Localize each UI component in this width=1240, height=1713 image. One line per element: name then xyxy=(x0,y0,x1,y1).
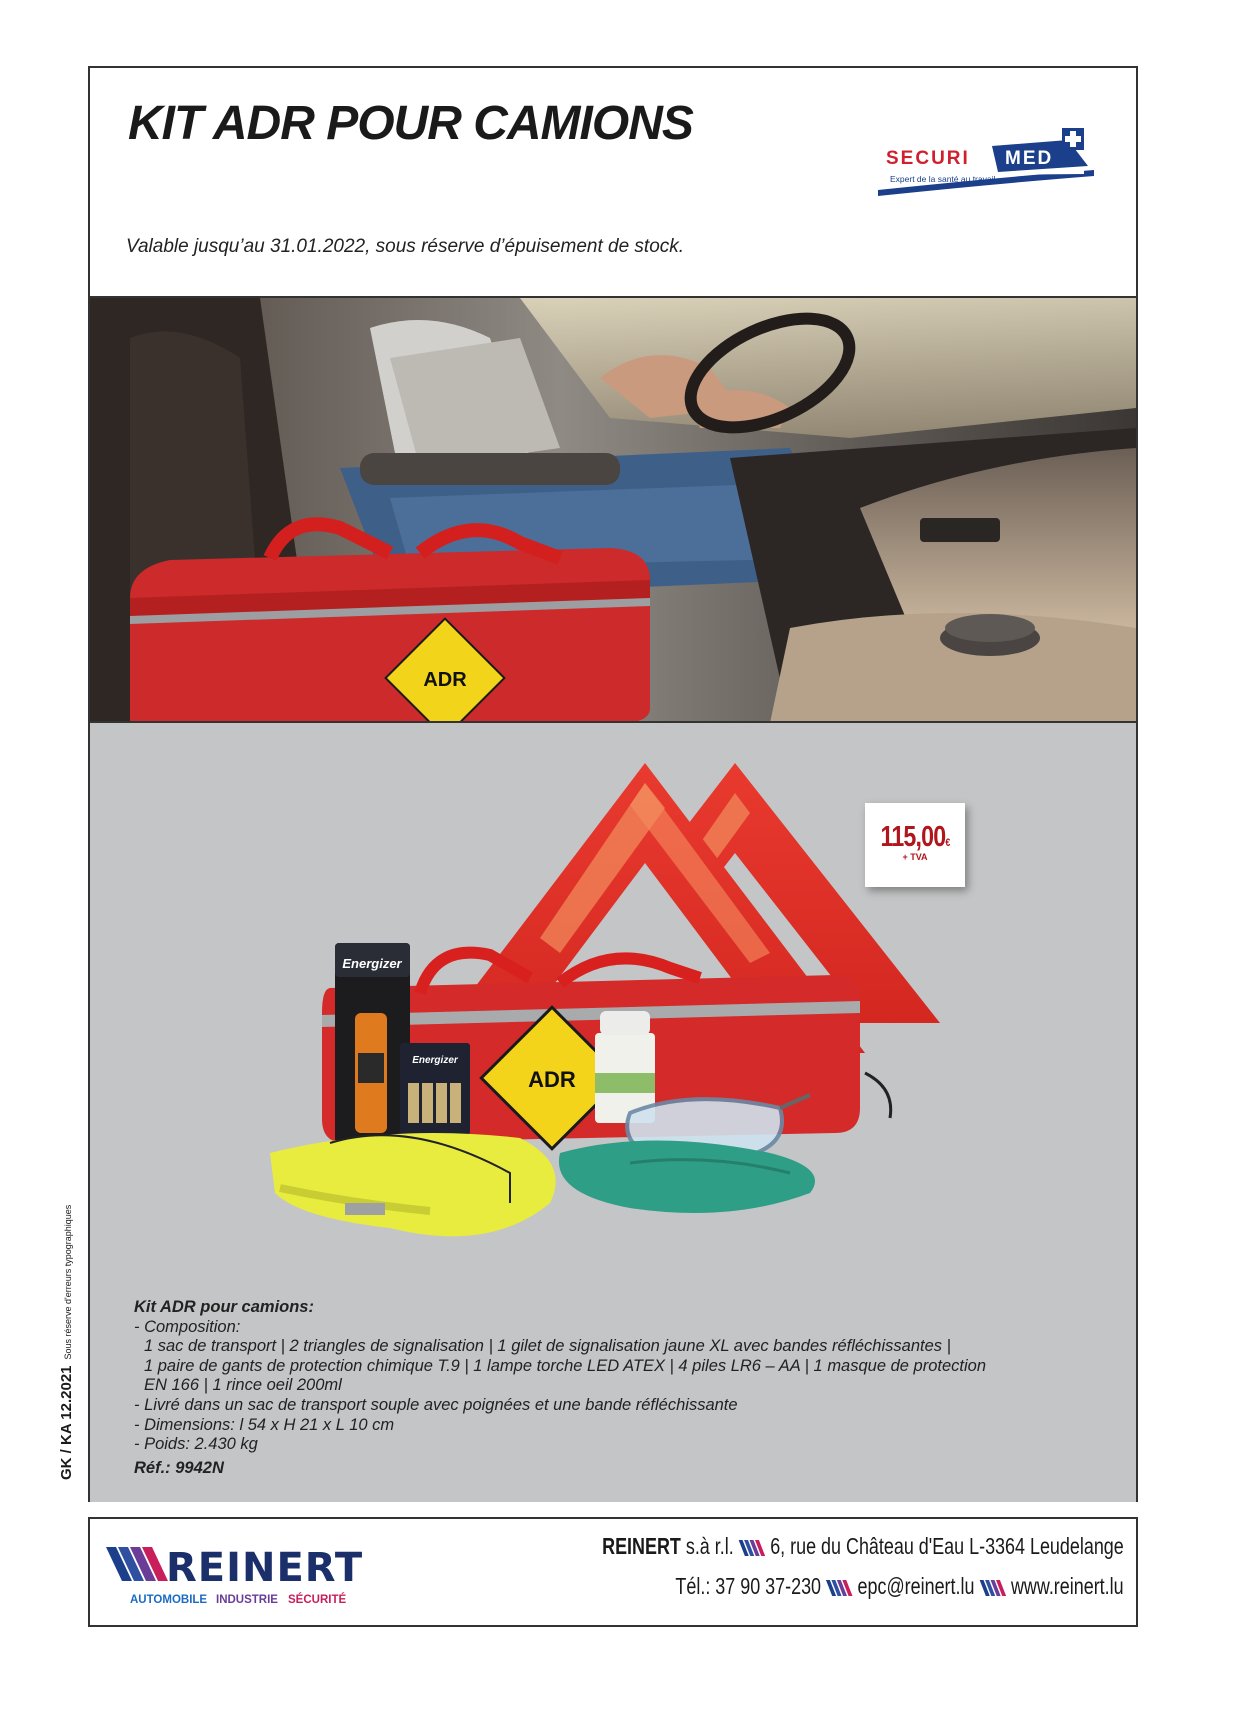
flashlight-brand: Energizer xyxy=(342,956,402,971)
price-tag xyxy=(865,803,965,887)
battery-brand: Energizer xyxy=(412,1055,458,1066)
footer-address-line xyxy=(602,1533,1124,1560)
company-suffix: s.à r.l. xyxy=(686,1533,734,1559)
logo-subtitle-industrie: INDUSTRIE xyxy=(216,1594,278,1606)
chemical-gloves xyxy=(559,1141,815,1214)
securimed-part1: SECURI xyxy=(886,148,970,169)
street-address: 6, rue du Château d'Eau L-3364 Leudelange xyxy=(770,1533,1124,1559)
composition-label: - Composition: xyxy=(134,1317,241,1336)
composition-line: EN 166 | 1 rince oeil 200ml xyxy=(144,1376,342,1395)
stripes-icon xyxy=(739,1540,766,1556)
description-heading: Kit ADR pour camions: xyxy=(134,1298,314,1316)
website-link[interactable]: www.reinert.lu xyxy=(1011,1573,1124,1599)
truck-cabin-photo xyxy=(90,296,1136,723)
header xyxy=(90,68,1136,296)
email-link[interactable]: epc@reinert.lu xyxy=(857,1573,975,1599)
footer xyxy=(88,1517,1138,1627)
delivery-note: - Livré dans un sac de transport souple avec poignées et une bande réfléchissante xyxy=(134,1395,738,1414)
tax-note: + TVA xyxy=(902,852,928,862)
flashlight-pack xyxy=(335,943,410,1143)
catalog-code: GK / KA 12.2021 xyxy=(58,1365,75,1480)
reinert-logo xyxy=(104,1533,394,1613)
product-photo-panel xyxy=(90,721,1136,1502)
price-value: 115,00€ xyxy=(880,821,950,853)
stripes-icon xyxy=(826,1580,853,1596)
phone-number: Tél.: 37 90 37-230 xyxy=(675,1573,822,1599)
securimed-logo xyxy=(872,126,1102,206)
reinert-logo-text: REINERT xyxy=(166,1545,364,1591)
product-description xyxy=(134,1298,1074,1478)
hero-adr-label: ADR xyxy=(423,669,467,691)
stripes-icon xyxy=(980,1580,1007,1596)
page-title: KIT ADR POUR CAMIONS xyxy=(128,97,693,150)
cabin-illustration xyxy=(90,298,1136,723)
dimensions: - Dimensions: l 54 x H 21 x L 10 cm xyxy=(134,1415,395,1434)
logo-subtitle-securite: SÉCURITÉ xyxy=(288,1594,347,1606)
side-note xyxy=(58,1205,75,1480)
weight: - Poids: 2.430 kg xyxy=(134,1435,258,1454)
bag-adr-label: ADR xyxy=(528,1067,576,1092)
composition-line: 1 sac de transport | 2 triangles de signalisation | 1 gilet de signalisation jaune XL avec bandes réfléchissantes | xyxy=(144,1337,951,1356)
battery-pack xyxy=(400,1043,470,1135)
securimed-part2: MED xyxy=(1005,148,1054,169)
reference-number: Réf.: 9942N xyxy=(134,1458,224,1477)
validity-note: Valable jusqu’au 31.01.2022, sous réserve d’épuisement de stock. xyxy=(126,236,685,257)
logo-subtitle-automobile: AUTOMOBILE xyxy=(130,1594,208,1606)
typo-disclaimer: Sous réserve d'erreurs typographiques xyxy=(63,1204,73,1360)
footer-contact-line xyxy=(676,1573,1124,1600)
flyer-frame xyxy=(88,66,1138,1502)
yellow-vest xyxy=(270,1133,556,1236)
company-name: REINERT xyxy=(602,1533,682,1559)
securimed-tagline: Expert de la santé au travail xyxy=(890,174,996,184)
composition-line: 1 paire de gants de protection chimique T.9 | 1 lampe torche LED ATEX | 4 piles LR6 – AA | 1 masque de protection xyxy=(144,1356,986,1375)
